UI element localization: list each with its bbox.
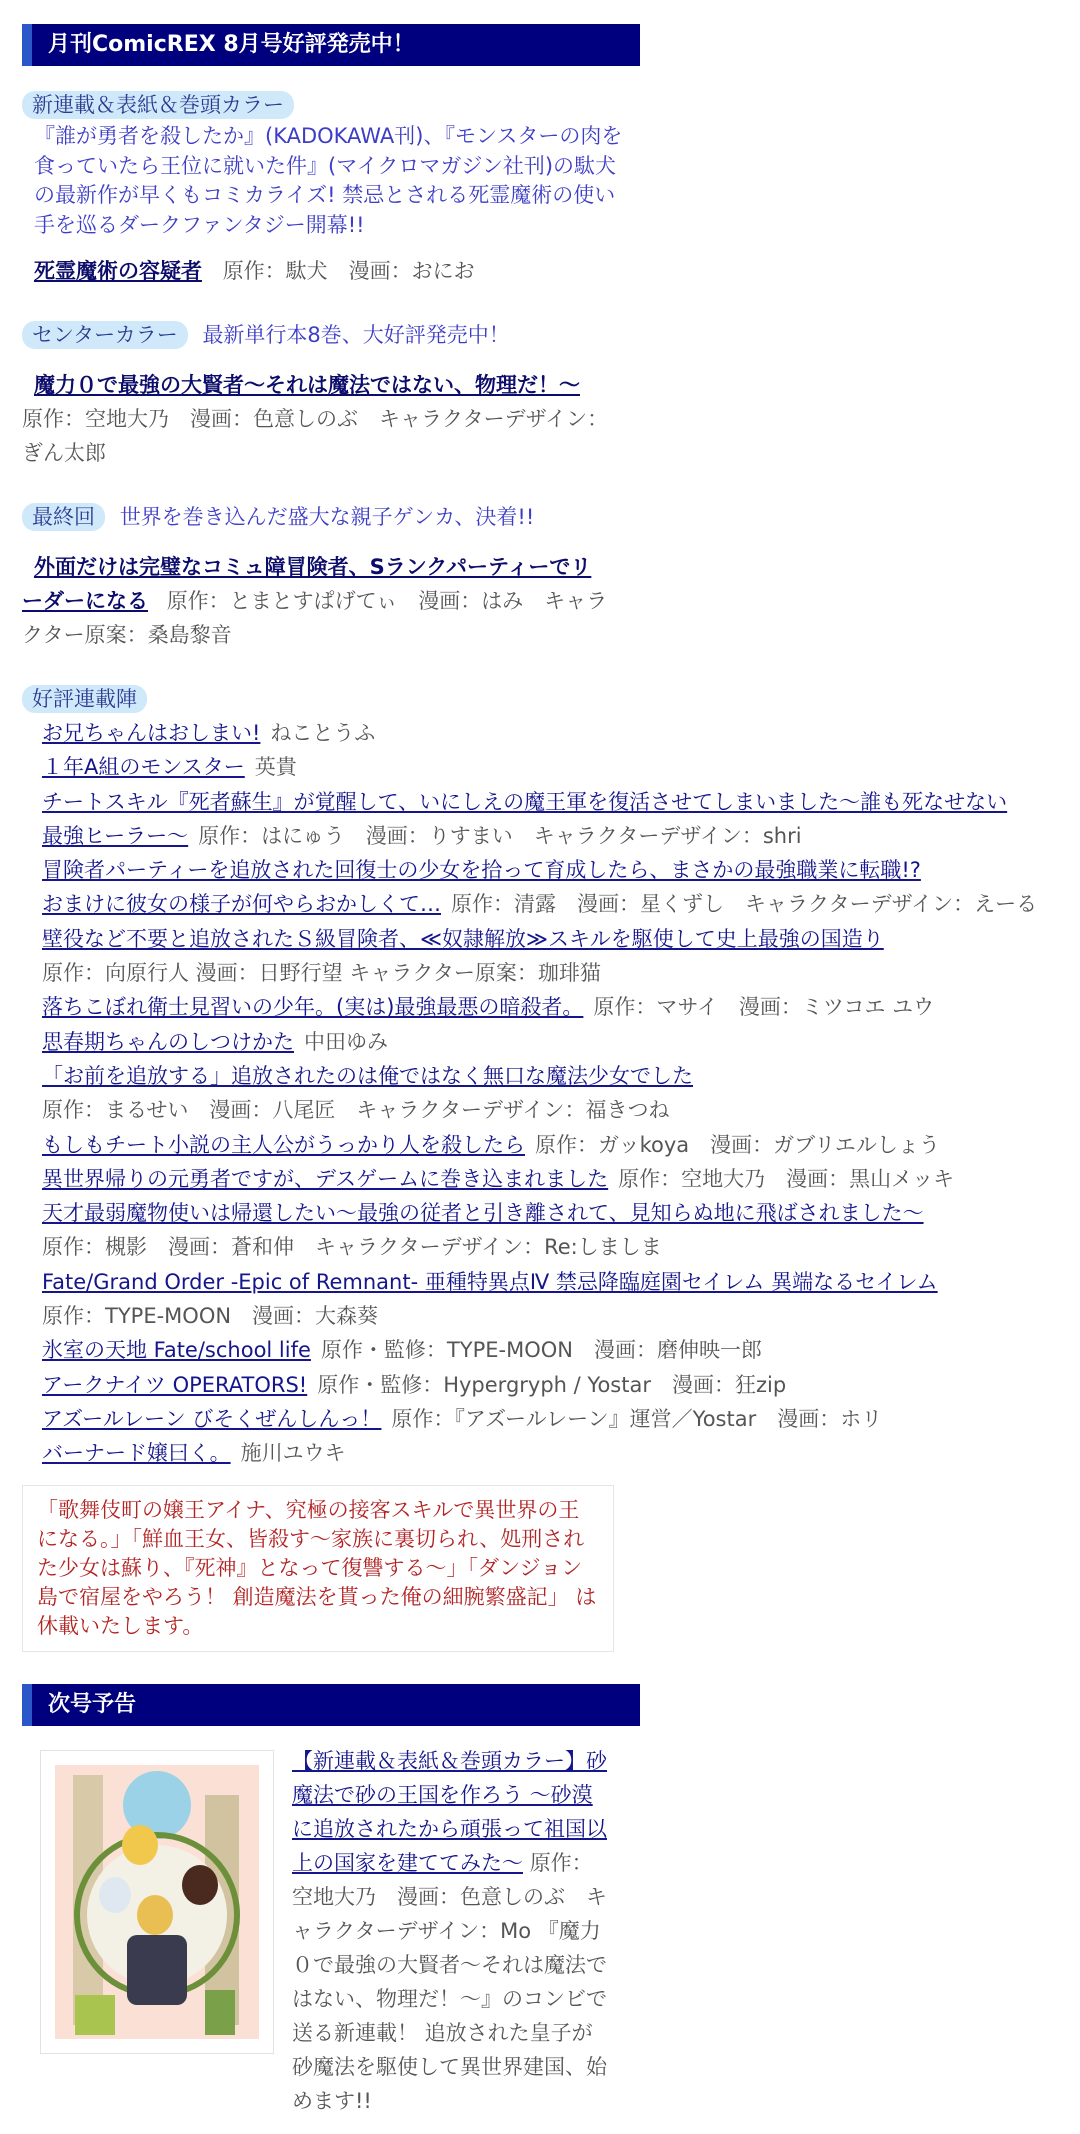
series-title-link[interactable]: 異世界帰りの元勇者ですが、デスゲームに巻き込まれました (42, 1166, 609, 1191)
series-title-link[interactable]: もしもチート小説の主人公がうっかり人を殺したら (42, 1132, 525, 1157)
series-row (42, 1093, 1080, 1127)
series-credit: 原作・監修：Hypergryph / Yostar 漫画：狂zip (317, 1372, 787, 1397)
series-title-link[interactable]: 最強ヒーラー～ (42, 823, 189, 848)
series-title-link[interactable]: 天才最弱魔物使いは帰還したい～最強の従者と引き離されて、見知らぬ地に飛ばされました～ (42, 1201, 924, 1226)
series-row (42, 1162, 1080, 1196)
series-row (42, 1265, 1080, 1299)
series-row (42, 785, 1080, 819)
cover-art-svg (55, 1765, 259, 2039)
series-row (42, 1230, 1080, 1264)
final-section (22, 500, 1080, 652)
series-title-link[interactable]: お兄ちゃんはおしまい! (42, 721, 261, 745)
magazine-header: 月刊ComicREX 8月号好評発売中！ (22, 24, 640, 66)
next-issue-description: 原作：空地大乃 漫画：色意しのぶ キャラクターデザイン：Mo 『魔力０で最強の大賢者～それは魔法ではない、物理だ！～』のコンビで送る新連載！ 追放された皇子が砂魔法を駆使して異世界建国、始めます!! (292, 1850, 607, 2113)
series-title-link[interactable]: Fate/Grand Order -Epic of Remnant- 亜種特異点Ⅳ 禁忌降臨庭園セイレム 異端なるセイレム (42, 1269, 938, 1294)
series-title-link[interactable]: 思春期ちゃんのしつけかた (42, 1029, 294, 1054)
series-credit: 原作：はにゅう 漫画：りすまい キャラクターデザイン：shri (198, 823, 802, 848)
series-title-link[interactable]: チートスキル『死者蘇生』が覚醒して、いにしえの魔王軍を復活させてしまいました～誰も死なせない (42, 789, 1008, 814)
series-credit: 原作：TYPE-MOON 漫画：大森葵 (42, 1304, 379, 1329)
series-title-link[interactable]: １年A組のモンスター (42, 755, 245, 780)
next-issue-link[interactable]: 【新連載＆表紙＆巻頭カラー】砂魔法で砂の王国を作ろう ～砂漠に追放されたから頑張って祖国以上の国家を建ててみた～ (292, 1748, 607, 1875)
series-credit: 原作：マサイ 漫画：ミツコエ ユウ (593, 995, 935, 1020)
series-credit: 原作：清露 漫画：星くずし キャラクターデザイン：えーる (451, 892, 1038, 917)
series-credit: 原作：『アズールレーン』運営／Yostar 漫画：ホリ (391, 1406, 883, 1431)
series-title-link[interactable]: アークナイツ OPERATORS! (42, 1372, 308, 1397)
series-credit: 英貴 (254, 755, 297, 780)
series-credit: 原作・監修：TYPE-MOON 漫画：磨伸映一郎 (320, 1338, 762, 1363)
new-series-section (22, 88, 1080, 288)
series-row (42, 990, 1080, 1024)
series-row (42, 750, 1080, 784)
series-row (42, 853, 1080, 887)
cover-image[interactable] (40, 1750, 274, 2054)
final-lead: 世界を巻き込んだ盛大な親子ゲンカ、決着!! (119, 505, 535, 529)
series-row (42, 1402, 1080, 1436)
series-list (22, 716, 1080, 1471)
series-credit: 原作：向原行人 漫画：日野行望 キャラクター原案：珈琲猫 (42, 961, 601, 986)
final-title-link[interactable]: 外面だけは完璧なコミュ障冒険者、Sランクパーティーでリーダーになる (22, 555, 592, 613)
next-issue-preview (22, 1750, 1080, 2118)
series-title-link[interactable]: 冒険者パーティーを追放された回復士の少女を拾って育成したら、まさかの最強職業に転職!? (42, 858, 921, 883)
series-section (22, 682, 1080, 1471)
series-row (42, 956, 1080, 990)
series-row (42, 1333, 1080, 1367)
cover-illustration (55, 1765, 259, 2039)
series-row (42, 922, 1080, 956)
series-credit: 原作：まるせい 漫画：八尾匠 キャラクターデザイン：福きつね (42, 1098, 670, 1123)
new-series-tag: 新連載＆表紙＆巻頭カラー (22, 91, 294, 119)
new-series-credit: 原作：駄犬 漫画：おにお (222, 259, 475, 283)
next-issue-text (292, 1744, 610, 2118)
series-row (42, 819, 1080, 853)
series-row (42, 1025, 1080, 1059)
hiatus-notice: 「歌舞伎町の嬢王アイナ、究極の接客スキルで異世界の王になる。」「鮮血王女、皆殺す～家族に裏切られ、処刑された少女は蘇り、『死神』となって復讐する～」「ダンジョン島で宿屋をやろう！ 創造魔法を貰った俺の細腕繁盛記」 は休載いたします。 (22, 1485, 614, 1652)
series-title-link[interactable]: 落ちこぼれ衛士見習いの少年。(実は)最強最悪の暗殺者。 (42, 995, 584, 1020)
series-row (42, 1299, 1080, 1333)
series-title-link[interactable]: 壁役など不要と追放されたＳ級冒険者、≪奴隷解放≫スキルを駆使して史上最強の国造り (42, 926, 884, 951)
series-row (42, 1128, 1080, 1162)
series-row (42, 716, 1080, 750)
new-series-title-link[interactable]: 死霊魔術の容疑者 (34, 259, 202, 283)
series-credit: 原作：ガッkoya 漫画：ガブリエルしょう (535, 1132, 940, 1157)
series-credit: 施川ユウキ (240, 1441, 346, 1466)
series-row (42, 887, 1080, 921)
series-title-link[interactable]: アズールレーン びそくぜんしんっ！ (42, 1406, 382, 1431)
final-credit: 原作：とまとすぱげてぃ 漫画：はみ キャラクター原案：桑島黎音 (22, 589, 608, 647)
series-credit: 原作：槻影 漫画：蒼和伸 キャラクターデザイン：Re:しましま (42, 1235, 662, 1260)
series-credit: ねことうふ (270, 721, 376, 745)
center-color-credit: 原作：空地大乃 漫画：色意しのぶ キャラクターデザイン：ぎん太郎 (22, 407, 609, 465)
series-tag: 好評連載陣 (22, 685, 147, 713)
series-row (42, 1368, 1080, 1402)
series-title-link[interactable]: バーナード嬢曰く。 (42, 1441, 231, 1466)
final-tag: 最終回 (22, 503, 105, 531)
new-series-lead: 『誰が勇者を殺したか』(KADOKAWA刊)、『モンスターの肉を食っていたら王位に就いた件』(マイクロマガジン社刊)の駄犬の最新作が早くもコミカライズ! 禁忌とされる死霊魔術の使い手を巡るダークファンタジー開幕!! (34, 124, 623, 237)
center-color-lead: 最新単行本8巻、大好評発売中！ (202, 323, 510, 347)
next-issue-header: 次号予告 (22, 1684, 640, 1726)
series-title-link[interactable]: おまけに彼女の様子が何やらおかしくて… (42, 892, 441, 917)
series-credit: 中田ゆみ (304, 1029, 388, 1054)
series-row (42, 1196, 1080, 1230)
series-row (42, 1436, 1080, 1470)
center-color-title-link[interactable]: 魔力０で最強の大賢者～それは魔法ではない、物理だ！～ (34, 373, 580, 397)
series-row (42, 1059, 1080, 1093)
center-color-tag: センターカラー (22, 321, 188, 349)
series-title-link[interactable]: 「お前を追放する」追放されたのは俺ではなく無口な魔法少女でした (42, 1063, 693, 1088)
series-title-link[interactable]: 氷室の天地 Fate/school life (42, 1338, 311, 1363)
series-credit: 原作：空地大乃 漫画：黒山メッキ (618, 1166, 955, 1191)
center-color-section (22, 318, 1080, 470)
